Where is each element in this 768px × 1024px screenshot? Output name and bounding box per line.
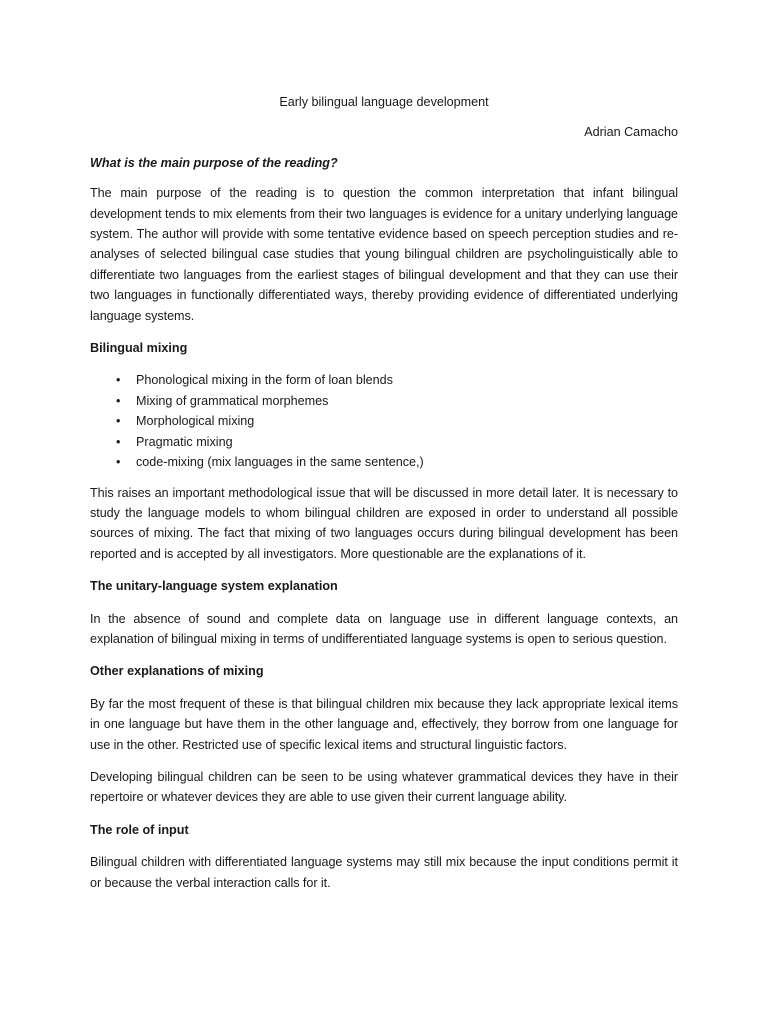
bullet-icon: • — [116, 373, 121, 388]
list-item — [116, 432, 678, 452]
question-heading: What is the main purpose of the reading? — [90, 155, 338, 170]
other-explanations-paragraph-1: By far the most frequent of these is that bilingual children mix because they lack appropriate lexical items in one language but have them in the other language and, effectively, they borrow from one language for use in the other. Restricted use of specific lexical items and structural linguistic factors. — [90, 696, 678, 752]
author-name: Adrian Camacho — [584, 125, 678, 140]
document-title: Early bilingual language development — [279, 95, 489, 109]
heading-other-explanations: Other explanations of mixing — [90, 664, 264, 679]
unitary-paragraph: In the absence of sound and complete data on language use in different language contexts, an explanation of bilingual mixing in terms of undifferentiated language systems is open to serious question. — [90, 611, 678, 646]
list-item-text: Morphological mixing — [136, 414, 255, 429]
list-item-text: Pragmatic mixing — [136, 434, 233, 449]
heading-unitary-system: The unitary-language system explanation — [90, 579, 338, 594]
mixing-list — [90, 370, 678, 472]
other-explanations-paragraph-2: Developing bilingual children can be seen to be using whatever grammatical devices they have in their repertoire or whatever devices they are able to use given their current language ability. — [90, 769, 678, 805]
bullet-icon: • — [116, 434, 121, 449]
bullet-icon: • — [116, 393, 121, 408]
bullet-icon: • — [116, 414, 121, 429]
list-item-text: Mixing of grammatical morphemes — [136, 393, 329, 408]
list-item — [116, 370, 678, 390]
list-item — [116, 391, 678, 411]
heading-role-of-input: The role of input — [90, 822, 189, 837]
input-paragraph: Bilingual children with differentiated language systems may still mix because the input conditions permit it or because the verbal interaction calls for it. — [90, 855, 678, 890]
methodology-paragraph: This raises an important methodological issue that will be discussed in more detail later. It is necessary to study the language models to whom bilingual children are exposed in order to understand all possible sources of mixing. The fact that mixing of two languages occurs during bilingual development has been reported and is accepted by all investigators. More questionable are the explanations of it. — [90, 485, 678, 561]
purpose-paragraph: The main purpose of the reading is to question the common interpretation that infant bilingual development tends to mix elements from their two languages is evidence for a unitary underlying language system. The author will provide with some tentative evidence based on speech perception studies and re-analyses of selected bilingual case studies that young bilingual children are psycholinguistically able to differentiate two languages from the earliest stages of bilingual development and that they can use their two languages in functionally differentiated ways, thereby providing evidence of differentiated underlying language systems. — [90, 186, 678, 323]
bullet-icon: • — [116, 455, 121, 470]
list-item-text: code-mixing (mix languages in the same sentence,) — [136, 455, 424, 470]
list-item-text: Phonological mixing in the form of loan blends — [136, 373, 393, 388]
list-item — [116, 452, 678, 472]
heading-bilingual-mixing: Bilingual mixing — [90, 341, 188, 356]
list-item — [116, 411, 678, 431]
